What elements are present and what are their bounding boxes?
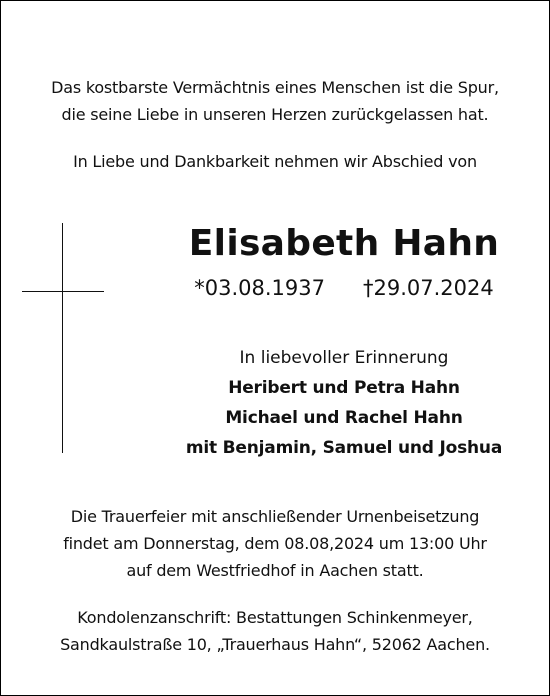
birth-date: *03.08.1937 (194, 276, 325, 300)
cross-vertical-bar (62, 223, 63, 453)
mourner-line: mit Benjamin, Samuel und Joshua (185, 438, 503, 458)
verse-line-2: die seine Liebe in unseren Herzen zurückgelassen hat. (61, 105, 489, 124)
cross-horizontal-bar (22, 291, 104, 292)
mourner-line: Heribert und Petra Hahn (228, 378, 460, 398)
mourner-line: Michael und Rachel Hahn (225, 408, 463, 428)
service-line-3: auf dem Westfriedhof in Aachen statt. (126, 561, 424, 580)
service-line-2: findet am Donnerstag, dem 08.08,2024 um 13:00 Uhr (63, 534, 487, 553)
farewell-intro: In Liebe und Dankbarkeit nehmen wir Abschied von (73, 152, 477, 171)
death-date: †29.07.2024 (363, 276, 494, 300)
deceased-name: Elisabeth Hahn (188, 223, 500, 264)
condolence-line-1: Kondolenzanschrift: Bestattungen Schinkenmeyer, (77, 608, 473, 627)
condolence-line-2: Sandkaulstraße 10, „Trauerhaus Hahn“, 52062 Aachen. (60, 635, 490, 654)
life-dates (139, 276, 549, 300)
verse-line-1: Das kostbarste Vermächtnis eines Menschen ist die Spur, (51, 78, 499, 97)
service-line-1: Die Trauerfeier mit anschließender Urnenbeisetzung (70, 507, 480, 526)
memory-heading: In liebevoller Erinnerung (239, 348, 449, 368)
